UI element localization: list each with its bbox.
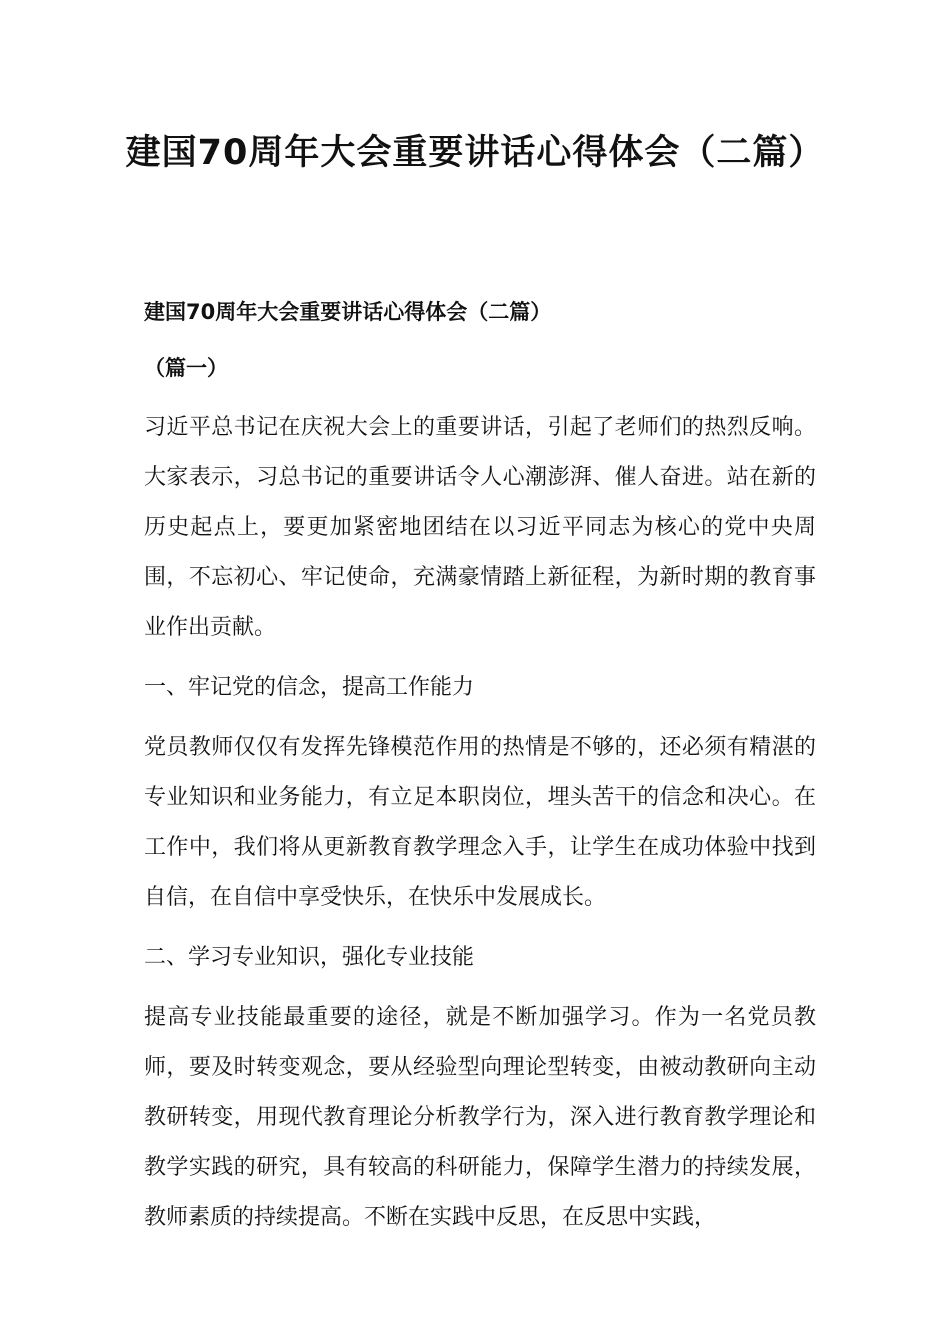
document-body (144, 294, 816, 1253)
paragraph: 党员教师仅仅有发挥先锋模范作用的热情是不够的，还必须有精湛的专业知识和业务能力，有立足本职岗位，埋头苦干的信念和决心。在工作中，我们将从更新教育教学理念入手，让学生在成功体验中找到自信，在自信中享受快乐，在快乐中发展成长。 (144, 735, 816, 910)
paragraph: 习近平总书记在庆祝大会上的重要讲话，引起了老师们的热烈反响。大家表示，习总书记的重要讲话令人心潮澎湃、催人奋进。站在新的历史起点上，要更加紧密地团结在以习近平同志为核心的党中央周围，不忘初心、牢记使命，充满豪情踏上新征程，为新时期的教育事业作出贡献。 (144, 415, 816, 640)
section-heading: 一、牢记党的信念，提高工作能力 (144, 675, 475, 700)
document-title: 建国70周年大会重要讲话心得体会（二篇） (125, 133, 825, 173)
paragraph: 提高专业技能最重要的途径，就是不断加强学习。作为一名党员教师，要及时转变观念，要从经验型向理论型转变，由被动教研向主动教研转变，用现代教育理论分析教学行为，深入进行教育教学理论和教学实践的研究，具有较高的科研能力，保障学生潜力的持续发展，教师素质的持续提高。不断在实践中反思，在反思中实践， (144, 1005, 816, 1230)
part-label: （篇一） (144, 356, 228, 380)
document-subtitle: 建国70周年大会重要讲话心得体会（二篇） (144, 300, 552, 324)
section-heading: 二、学习专业知识，强化专业技能 (144, 945, 475, 970)
